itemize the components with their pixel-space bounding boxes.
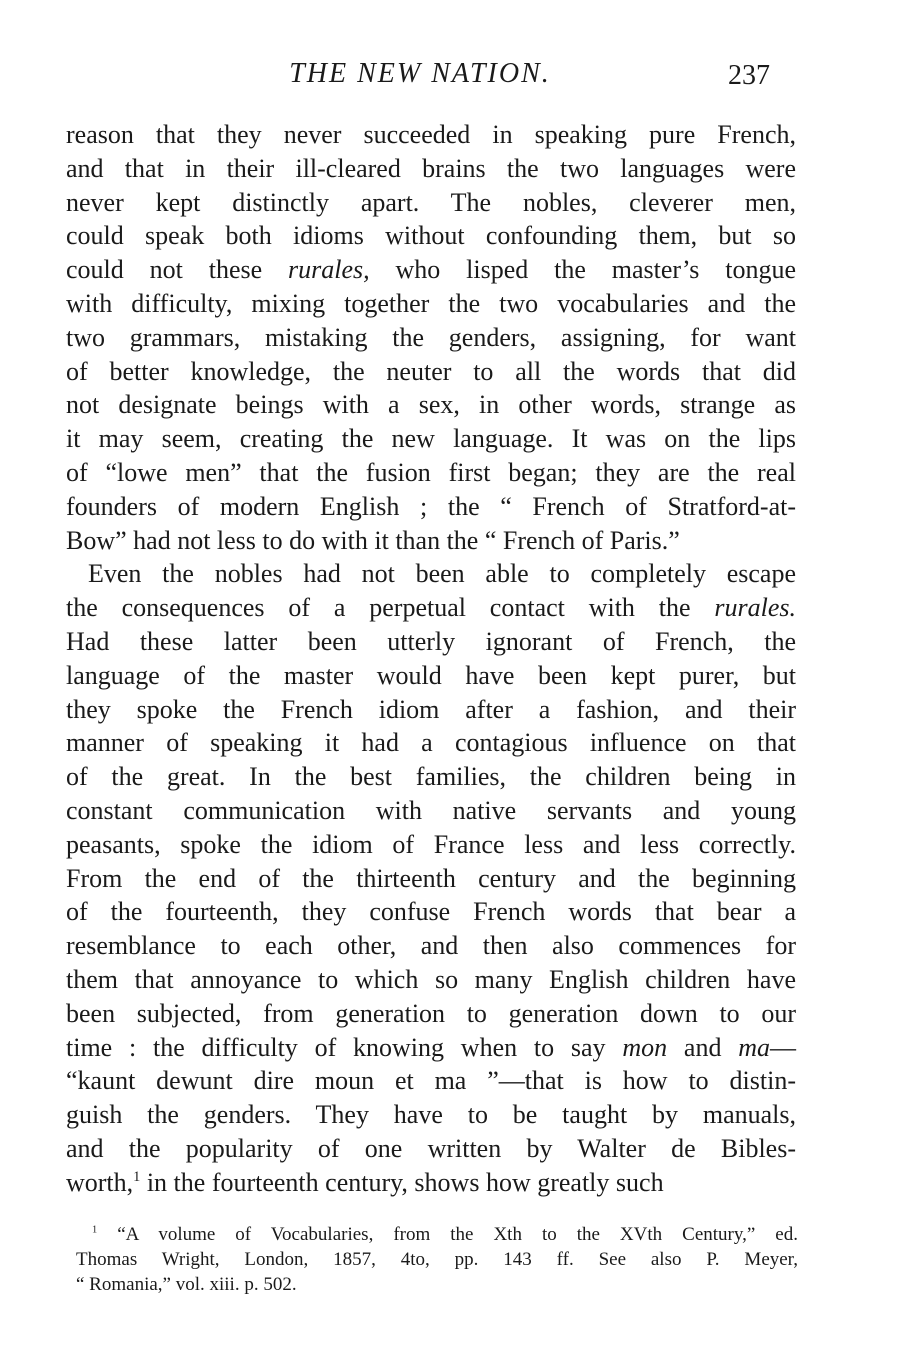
text-line: language of the master would have been kept purer, but [66,660,796,690]
footnotes [76,1222,798,1297]
paragraph [66,118,796,557]
footnote-text: “ Romania,” vol. xiii. p. 502. [76,1274,297,1295]
running-title: THE NEW NATION. [289,58,551,89]
footnote-line [76,1222,798,1247]
text-run: time : the difficulty of knowing when to say [66,1032,623,1062]
text-line: two grammars, mistaking the genders, assigning, for want [66,322,796,352]
footnote-marker: 1 [92,1224,98,1236]
italic-word: rurales, [288,255,370,285]
italic-word: rurales. [714,593,796,623]
italic-word: mon [622,1032,668,1062]
italic-word: ma [738,1032,771,1062]
text-line: of the great. In the best families, the children being in [66,762,796,792]
text-line [66,1031,796,1065]
text-line: with difficulty, mixing together the two vocabularies and the [66,288,796,318]
body-text [66,118,796,1200]
text-run: and [667,1032,739,1062]
text-line: constant communication with native servants and young [66,795,796,825]
footnote-line [76,1272,798,1297]
text-line: been subjected, from generation to generation down to our [66,998,796,1028]
text-line [66,591,796,625]
text-line: Had these latter been utterly ignorant of French, the [66,626,796,656]
text-line: not designate beings with a sex, in other words, strange as [66,390,796,420]
page-number: 237 [728,60,770,91]
text-run: worth, [66,1167,134,1197]
text-line: of “lowe men” that the fusion first began; they are the real [66,457,796,487]
text-line: peasants, spoke the idiom of France less and less correctly. [66,829,796,859]
paragraph [66,557,796,1199]
text-line: founders of modern English ; the “ French of Stratford-at- [66,491,796,521]
text-line: never kept distinctly apart. The nobles, cleverer men, [66,187,796,217]
text-line: of the fourteenth, they confuse French words that bear a [66,897,796,927]
footnote [76,1222,798,1297]
text-line: them that annoyance to which so many English children have [66,964,796,994]
text-line: could speak both idioms without confounding them, but so [66,221,796,251]
text-line: it may seem, creating the new language. It was on the lips [66,424,796,454]
footnote-text: Thomas Wright, London, 1857, 4to, pp. 143 ff. See also P. Meyer, [76,1249,798,1270]
text-line: manner of speaking it had a contagious influence on that [66,728,796,758]
text-line: Bow” had not less to do with it than the “ French of Paris.” [66,525,680,555]
text-line: guish the genders. They have to be taught by manuals, [66,1100,796,1130]
text-line: From the end of the thirteenth century and the beginning [66,863,796,893]
text-line: resemblance to each other, and then also commences for [66,931,796,961]
text-line: Even the nobles had not been able to completely escape [88,559,796,589]
text-run: who lisped the master’s tongue [369,255,796,285]
text-line: and the popularity of one written by Walter de Bibles- [66,1133,796,1163]
text-run: — [770,1032,797,1062]
text-run: in the fourteenth century, shows how greatly such [140,1167,664,1197]
text-line: “kaunt dewunt dire moun et ma ”—that is how to distin- [66,1066,796,1096]
footnote-text: “A volume of Vocabularies, from the Xth to the XVth Century,” ed. [117,1224,798,1245]
text-line: they spoke the French idiom after a fashion, and their [66,694,796,724]
text-line: of better knowledge, the neuter to all the words that did [66,356,796,386]
text-run: could not these [66,255,289,285]
footnote-line [76,1247,798,1272]
text-line [66,253,796,287]
footnote-reference: 1 [133,1168,141,1185]
page-header [0,58,900,98]
text-line [66,1166,796,1200]
text-run: the consequences of a perpetual contact with the [66,593,715,623]
text-line: and that in their ill-cleared brains the two languages were [66,153,796,183]
text-line: reason that they never succeeded in speaking pure French, [66,120,796,149]
